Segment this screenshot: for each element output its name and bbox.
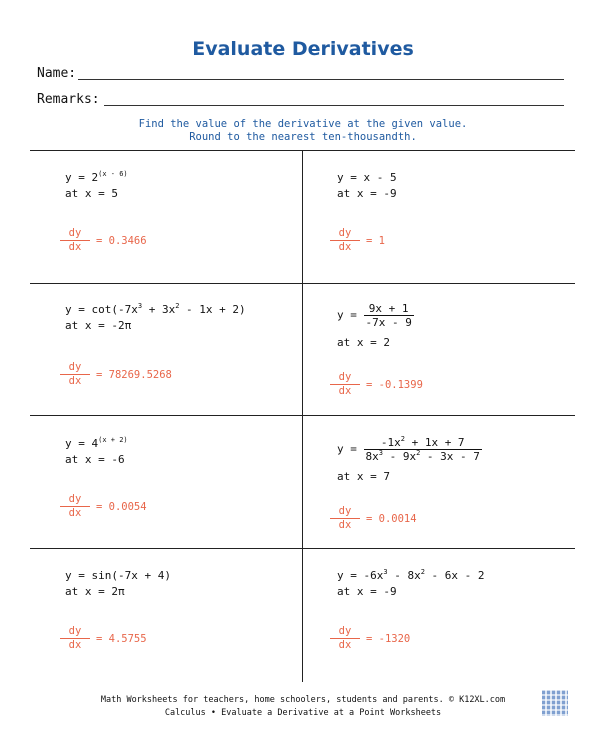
problem-1-function: $y = 2^{(x - 6)}$: [65, 170, 128, 184]
problem-6: [337, 436, 482, 485]
problem-8-function: $y = -6x^3 - 8x^2 - 6x - 2$: [337, 568, 485, 582]
footer-line-2: Calculus • Evaluate a Derivative at a Point Worksheets: [164, 708, 442, 718]
problem-4-function: y = $\frac{9x + 1}{-7x - 9}$: [337, 302, 412, 329]
dy-dx-fraction: $\frac{dy}{dx}$: [330, 626, 360, 651]
problem-3: [65, 302, 246, 334]
problem-7: [65, 568, 171, 600]
problem-5-point: at x = -6: [65, 453, 125, 466]
footer: [0, 694, 606, 720]
remarks-field[interactable]: [104, 105, 564, 106]
dy-dx-fraction: $\frac{dy}{dx}$: [330, 506, 360, 531]
problem-7-answer: $\frac{dy}{dx}$ = 4.5755: [60, 626, 147, 651]
problem-3-function: $y = \cot(-7x^3 + 3x^2 - 1x + 2)$: [65, 302, 246, 316]
problem-6-function: y = $\frac{-1x^2 + 1x + 7}{8x^3 - 9x^2 - 3x - 7}$: [337, 435, 480, 463]
problem-2-function: y = x - 5: [337, 171, 397, 184]
dy-dx-fraction: $\frac{dy}{dx}$: [60, 626, 90, 651]
dy-dx-fraction: $\frac{dy}{dx}$: [60, 362, 90, 387]
problem-2-point: at x = -9: [337, 187, 397, 200]
problem-8-answer: $\frac{dy}{dx}$ = -1320: [330, 626, 410, 651]
footer-line-1: Math Worksheets for teachers, home schoolers, students and parents. © K12XL.com: [100, 695, 506, 705]
problem-2-answer: $\frac{dy}{dx}$ = 1: [330, 228, 385, 253]
problem-8: [337, 568, 485, 600]
problem-7-function: y = sin(-7x + 4): [65, 569, 171, 582]
problem-1: [65, 170, 128, 202]
problem-5: [65, 436, 128, 468]
problem-6-point: at x = 7: [337, 470, 390, 483]
name-label: Name:: [37, 66, 77, 81]
grid-divider-vertical: [302, 150, 303, 682]
problem-6-answer: $\frac{dy}{dx}$ = 0.0014: [330, 506, 417, 531]
problem-1-point: at x = 5: [65, 187, 118, 200]
dy-dx-fraction: $\frac{dy}{dx}$: [60, 228, 90, 253]
remarks-label: Remarks:: [37, 92, 100, 107]
problem-2: [337, 170, 397, 202]
problem-5-answer: $\frac{dy}{dx}$ = 0.0054: [60, 494, 147, 519]
problem-6-fraction: $\frac{-1x^2 + 1x + 7}{8x^3 - 9x^2 - 3x - 7}$: [365, 435, 480, 463]
name-field[interactable]: [78, 79, 564, 80]
instructions-line-1: Find the value of the derivative at the given value.: [138, 118, 468, 130]
problem-3-point: at x = -2π: [65, 319, 132, 332]
dy-dx-fraction: $\frac{dy}{dx}$: [330, 372, 360, 397]
problem-3-answer: $\frac{dy}{dx}$ = 78269.5268: [60, 362, 172, 387]
problem-7-point: at x = 2π: [65, 585, 125, 598]
qr-code-icon: [542, 690, 568, 716]
problem-4-answer: $\frac{dy}{dx}$ = -0.1399: [330, 372, 423, 397]
instructions-line-2: Round to the nearest ten-thousandth.: [189, 131, 417, 143]
problem-4: [337, 302, 414, 351]
problem-1-answer: $\frac{dy}{dx}$ = 0.3466: [60, 228, 147, 253]
instructions: [0, 118, 606, 144]
problem-8-point: at x = -9: [337, 585, 397, 598]
dy-dx-fraction: $\frac{dy}{dx}$: [60, 494, 90, 519]
page-title: Evaluate Derivatives: [192, 38, 414, 60]
problem-5-function: $y = 4^{(x + 2)}$: [65, 436, 128, 450]
dy-dx-fraction: $\frac{dy}{dx}$: [330, 228, 360, 253]
problem-4-fraction: $\frac{9x + 1}{-7x - 9}$: [365, 302, 412, 329]
problem-4-point: at x = 2: [337, 336, 390, 349]
